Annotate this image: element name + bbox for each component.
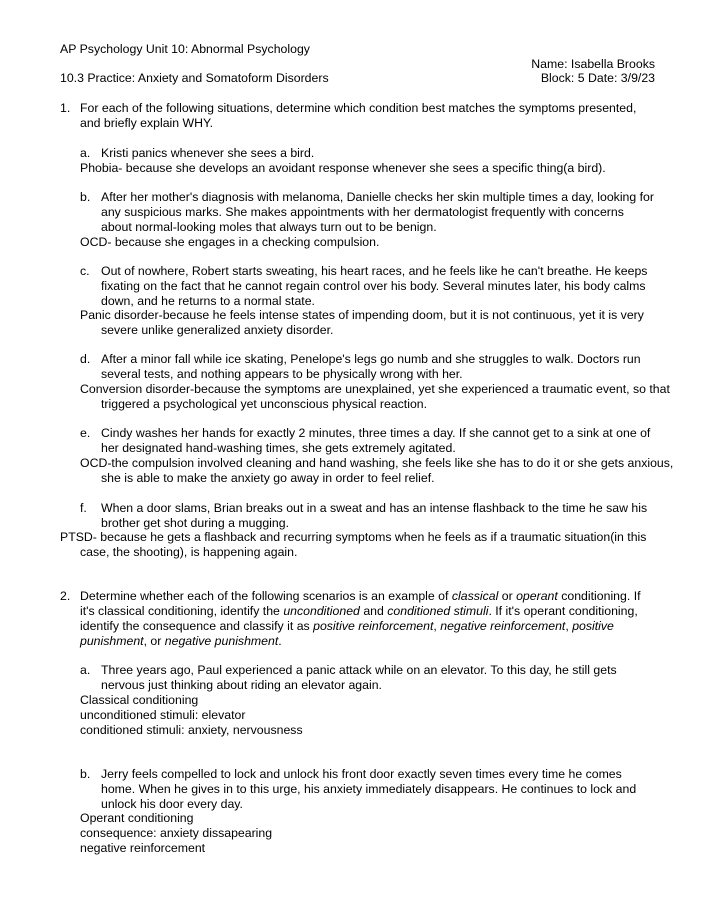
- prompt-text: .: [278, 634, 282, 648]
- scenario-2a: [80, 663, 658, 693]
- prompt-text: or: [498, 589, 517, 603]
- scenario-1e: [80, 426, 658, 456]
- question-prompt: [80, 589, 658, 649]
- item-letter: b.: [80, 190, 91, 204]
- term-positive-reinforcement: positive reinforcement: [313, 619, 434, 633]
- scenario-1d: [80, 352, 658, 382]
- item-letter: a.: [80, 146, 91, 160]
- answer-1b: OCD- because she engages in a checking compulsion.: [80, 235, 380, 249]
- question-number: 1.: [60, 101, 71, 115]
- answer-line: Classical conditioning: [80, 693, 199, 707]
- question-2: [60, 589, 658, 649]
- answer-2a: [80, 693, 678, 738]
- scenario-1c: [80, 264, 658, 309]
- prompt-text: . If it's operant conditioning, identify the consequence and classify it as: [80, 604, 638, 633]
- item-letter: b.: [80, 767, 91, 781]
- term-negative-reinforcement: negative reinforcement: [440, 619, 566, 633]
- term-unconditioned: unconditioned: [283, 604, 360, 618]
- item-letter: a.: [80, 663, 91, 677]
- answer-line: Operant conditioning: [80, 811, 194, 825]
- answer-1c: Panic disorder-because he feels intense states of impending doom, but it is not continuous, yet it is very severe unlike generalized anxiety disorder.: [80, 308, 644, 337]
- scenario-2b: [80, 767, 658, 812]
- item-letter: f.: [80, 501, 87, 515]
- student-name: Name: Isabella Brooks: [531, 57, 655, 71]
- answer-1a: Phobia- because she develops an avoidant response whenever she sees a specific thing(a bird).: [80, 161, 606, 175]
- question-1: [60, 101, 658, 131]
- term-conditioned-stimuli: conditioned stimuli: [387, 604, 489, 618]
- answer-line: unconditioned stimuli: elevator: [80, 708, 246, 722]
- term-classical: classical: [451, 589, 499, 603]
- answer-2b: [80, 811, 678, 856]
- question-number: 2.: [60, 589, 71, 603]
- scenario-text: Three years ago, Paul experienced a panic attack while on an elevator. To this day, he still gets nervous just thinking about riding an elevator again.: [101, 663, 617, 692]
- item-letter: d.: [80, 352, 91, 366]
- term-operant: operant: [516, 589, 558, 603]
- scenario-text: After her mother's diagnosis with melanoma, Danielle checks her skin multiple times a day, looking for any suspicious marks. She makes appointments with her dermatologist frequently with concerns about normal-looking moles that always turn out to be benign.: [101, 190, 654, 234]
- answer-line: conditioned stimuli: anxiety, nervousness: [80, 723, 303, 737]
- assignment-title: 10.3 Practice: Anxiety and Somatoform Disorders: [60, 71, 329, 85]
- scenario-1a: [80, 146, 658, 161]
- term-positive-punishment: positive punishment: [80, 619, 614, 648]
- scenario-text: Cindy washes her hands for exactly 2 minutes, three times a day. If she cannot get to a sink at one of her designated hand-washing times, she gets extremely agitated.: [101, 426, 651, 455]
- prompt-text: conditioning. If it's classical conditioning, identify the: [80, 589, 641, 618]
- scenario-1b: [80, 190, 658, 235]
- scenario-text: Kristi panics whenever she sees a bird.: [101, 146, 315, 160]
- term-negative-punishment: negative punishment: [164, 634, 279, 648]
- item-letter: c.: [80, 264, 90, 278]
- course-title: AP Psychology Unit 10: Abnormal Psychology: [60, 42, 310, 56]
- item-letter: e.: [80, 426, 91, 440]
- scenario-1f: [80, 501, 658, 531]
- prompt-text: Determine whether each of the following scenarios is an example of: [80, 589, 452, 603]
- prompt-text: , or: [143, 634, 165, 648]
- scenario-text: Jerry feels compelled to lock and unlock his front door exactly seven times every time he comes home. When he gives in to this urge, his anxiety immediately disappears. He continues to lock and unlock his door every day.: [101, 767, 637, 811]
- scenario-text: Out of nowhere, Robert starts sweating, his heart races, and he feels like he can't breathe. He keeps fixating on the fact that he cannot regain control over his body. Several minutes later, his body calms down, and he returns to a normal state.: [101, 264, 648, 308]
- prompt-text: and: [359, 604, 388, 618]
- answer-1d: Conversion disorder-because the symptoms are unexplained, yet she experienced a traumatic event, so that triggered a psychological yet unconscious physical reaction.: [80, 382, 670, 411]
- prompt-text: ,: [565, 619, 573, 633]
- answer-line: negative reinforcement: [80, 841, 206, 855]
- answer-1e: OCD-the compulsion involved cleaning and hand washing, she feels like she has to do it or she gets anxious, she is able to make the anxiety go away in order to feel relief.: [80, 456, 674, 485]
- answer-1f: PTSD- because he gets a flashback and recurring symptoms when he feels as if a traumatic situation(in this case, the shooting), is happening again.: [60, 530, 647, 559]
- question-prompt: For each of the following situations, determine which condition best matches the symptoms presented, and briefly explain WHY.: [80, 101, 637, 130]
- scenario-text: After a minor fall while ice skating, Penelope's legs go numb and she struggles to walk. Doctors run several tests, and nothing appears to be physically wrong with her.: [101, 352, 641, 381]
- answer-line: consequence: anxiety dissapearing: [80, 826, 273, 840]
- prompt-text: ,: [433, 619, 441, 633]
- block-date: Block: 5 Date: 3/9/23: [540, 71, 655, 85]
- scenario-text: When a door slams, Brian breaks out in a sweat and has an intense flashback to the time he saw his brother get shot during a mugging.: [101, 501, 648, 530]
